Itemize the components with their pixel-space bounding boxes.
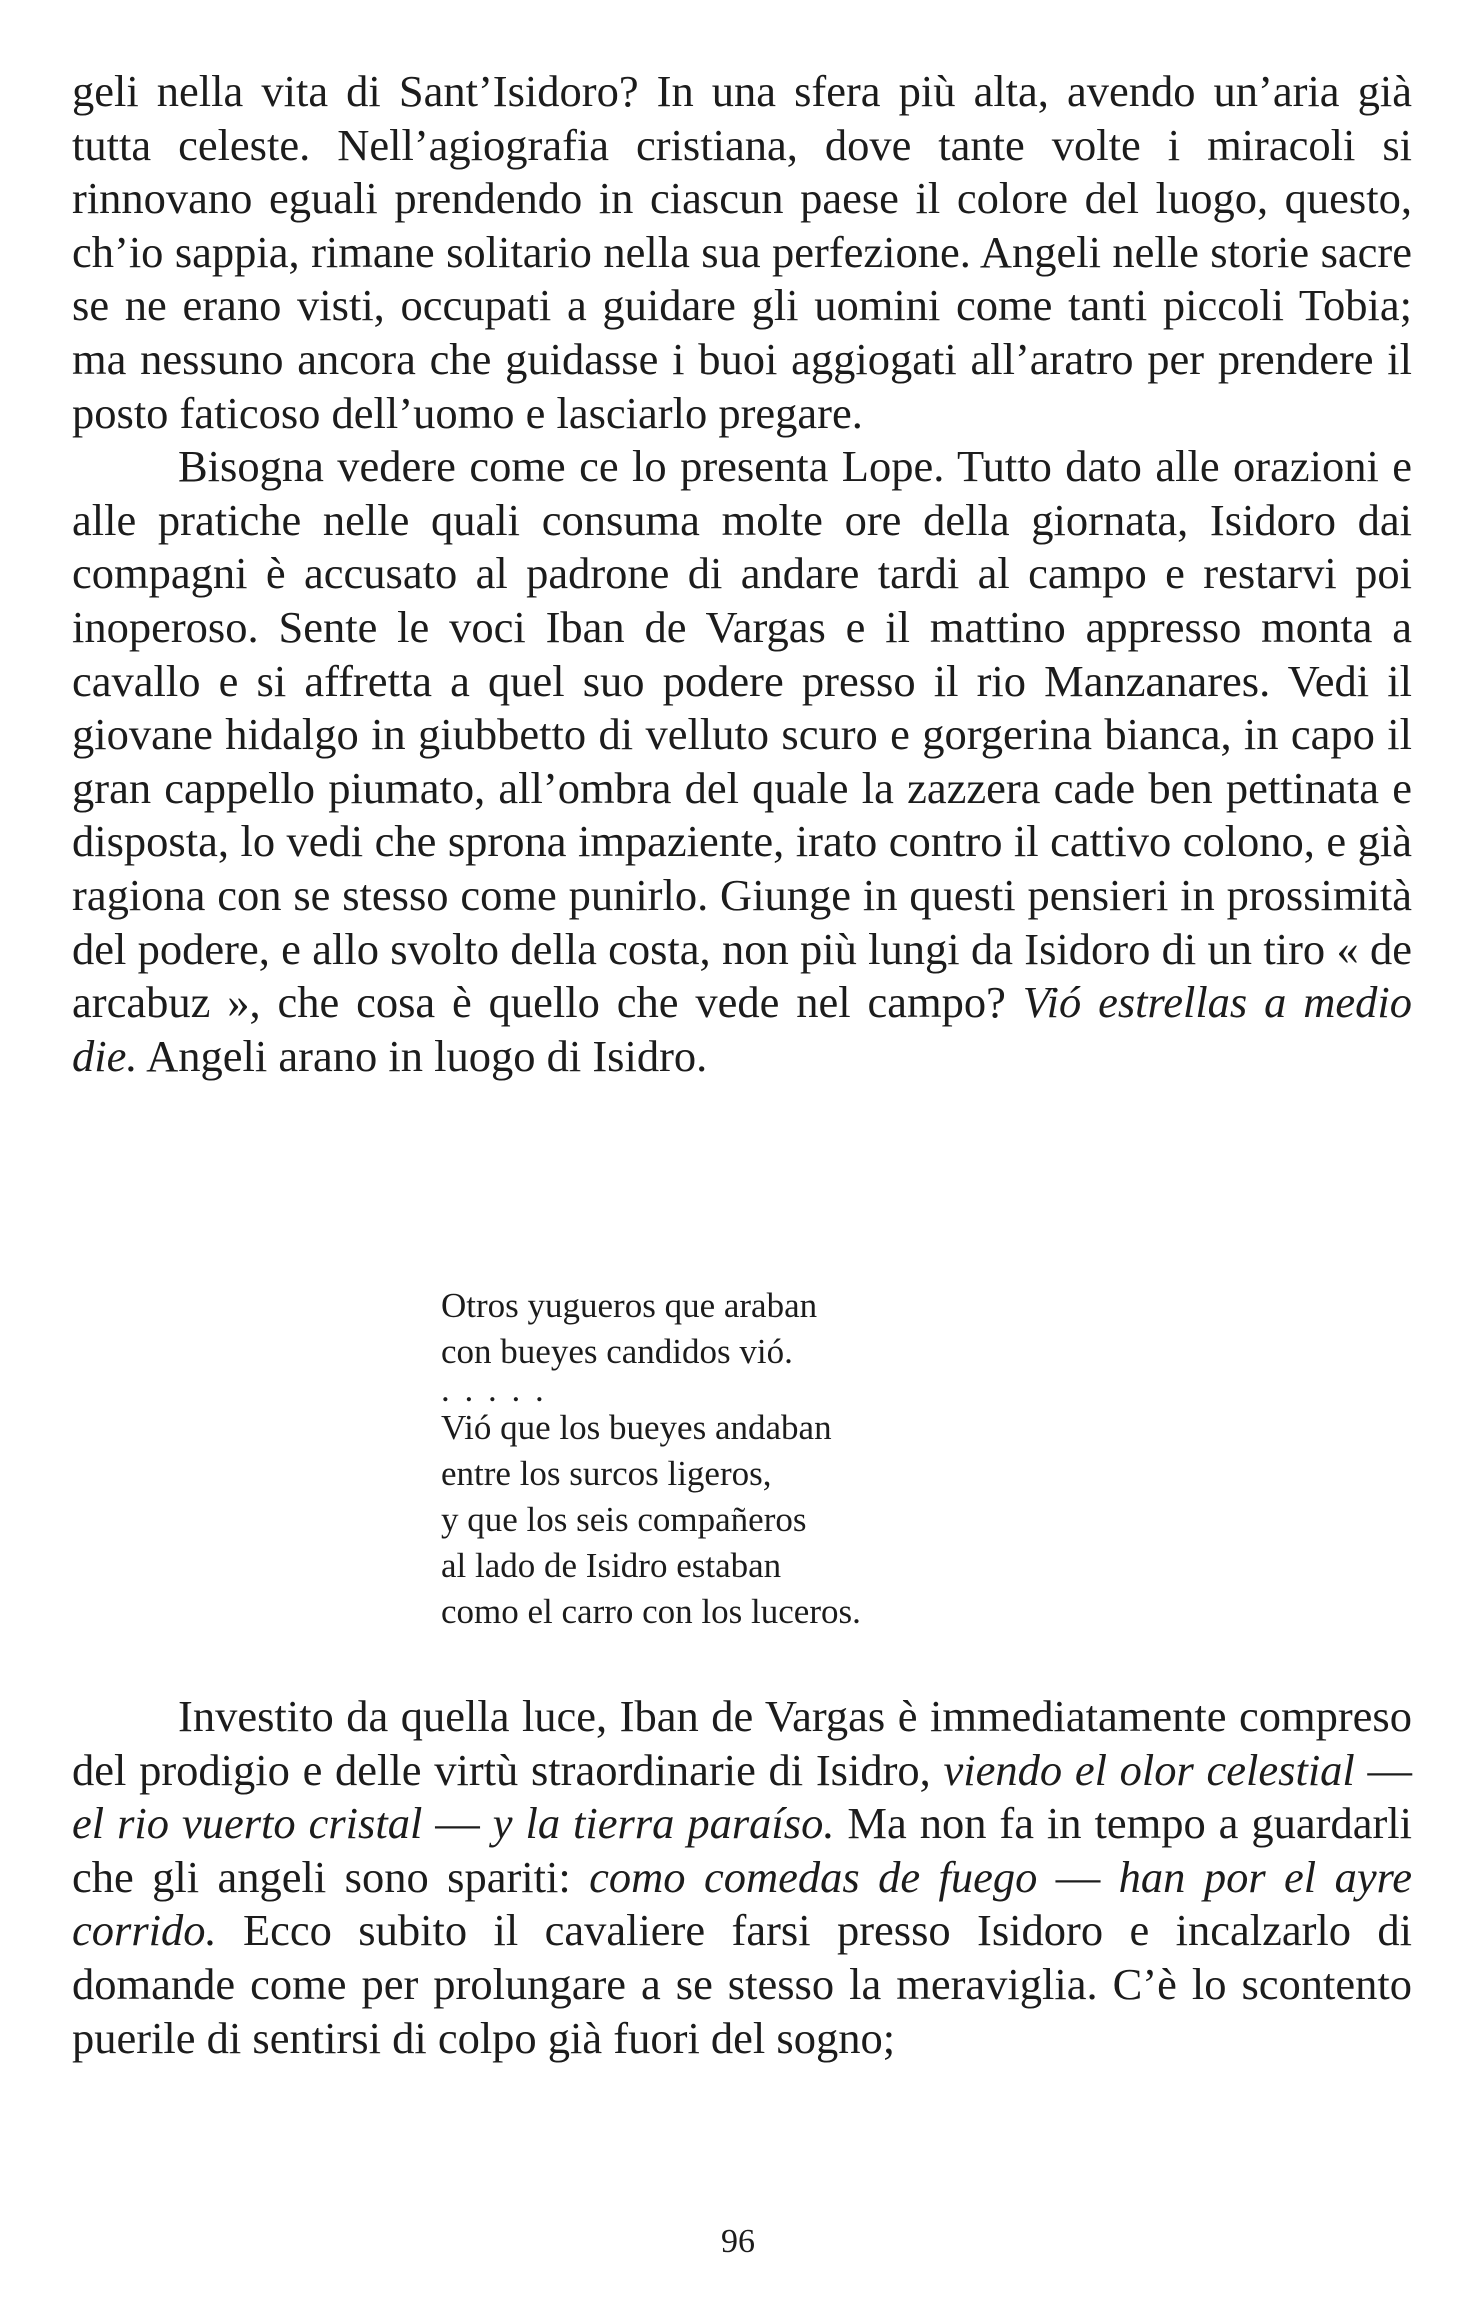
text-run: — [1037,1851,1119,1902]
text-run: — [1354,1744,1412,1795]
verse-line: entre los surcos ligeros, [441,1454,772,1493]
verse-line: Otros yugueros que araban [441,1286,818,1325]
text-block-top [72,65,1412,1083]
verse-line: y que los seis compañeros [441,1500,807,1539]
text-run: Bisogna vedere come ce lo presenta Lope. Tutto dato alle orazioni e alle pratiche nelle quali consuma molte ore della giornata, Isidoro dai compagni è accusato al padrone di andare tardi al campo e restarvi poi inoperoso. Sente le voci Iban de Vargas e il mattino appresso monta a cavallo e si affretta a quel suo podere presso il rio Manzanares. Vedi il giovane hidalgo in giubbetto di velluto scuro e gorgerina bianca, in capo il gran cappello piumato, all’ombra del quale la zazzera cade ben pettinata e disposta, lo vedi che sprona impaziente, irato contro il cattivo colono, e già ragiona con se stesso come punirlo. Giunge in questi pensieri in prossimità del podere, e allo svolto della costa, non più lungi da Isidoro di un tiro « de arcabuz », che cosa è quello che vede nel campo? [72,441,1412,1028]
verse-line: como el carro con los luceros. [441,1592,861,1631]
italic-quote: y la tierra paraíso. [492,1798,835,1849]
verse-line: Vió que los bueyes andaban [441,1408,832,1447]
verse-quotation [441,1283,1141,1635]
italic-quote: Vió estrellas a medio die. [72,977,1412,1081]
page-number: 96 [721,2223,755,2260]
text-run: Angeli arano in luogo di Isidro. [137,1030,708,1081]
italic-quote: han por el ayre corrido. [72,1851,1412,1956]
paragraph-lope [72,440,1412,1083]
verse-ellipsis: . . . . . [441,1370,547,1409]
italic-quote: como comedas de fuego [589,1851,1038,1902]
verse-line: con bueyes candidos vió. [441,1332,793,1371]
italic-quote: el rio vuerto cristal [72,1798,423,1849]
text-run: Ecco subito il cavaliere farsi presso Isidoro e incalzarlo di domande come per prolungare a se stesso la meraviglia. C’è lo scontento puerile di sentirsi di colpo già fuori del sogno; [72,1905,1412,2063]
paragraph-continuation [72,65,1412,440]
text-run: Ma non fa in tempo a guardarli che gli angeli sono spariti: [72,1798,1412,1902]
text-run: Investito da quella luce, Iban de Vargas è immediatamente compreso del prodigio e delle virtù straordinarie di Isidro, [72,1691,1412,1795]
italic-quote: viendo el olor celestial [943,1744,1355,1795]
verse-line: al lado de Isidro estaban [441,1546,782,1585]
text-block-bottom [72,1690,1412,2065]
text-run: geli nella vita di Sant’Isidoro? In una sfera più alta, avendo un’aria già tutta celeste. Nell’agiografia cristiana, dove tante volte i miracoli si rinnovano eguali prendendo in ciascun paese il colore del luogo, questo, ch’io sappia, rimane solitario nella sua perfezione. Angeli nelle storie sacre se ne erano visti, occupati a guidare gli uomini come tanti piccoli Tobia; ma nessuno ancora che guidasse i buoi aggiogati all’aratro per prendere il posto faticoso dell’uomo e lasciarlo pregare. [72,66,1412,438]
paragraph-investito [72,1690,1412,2065]
text-run: — [422,1798,493,1849]
